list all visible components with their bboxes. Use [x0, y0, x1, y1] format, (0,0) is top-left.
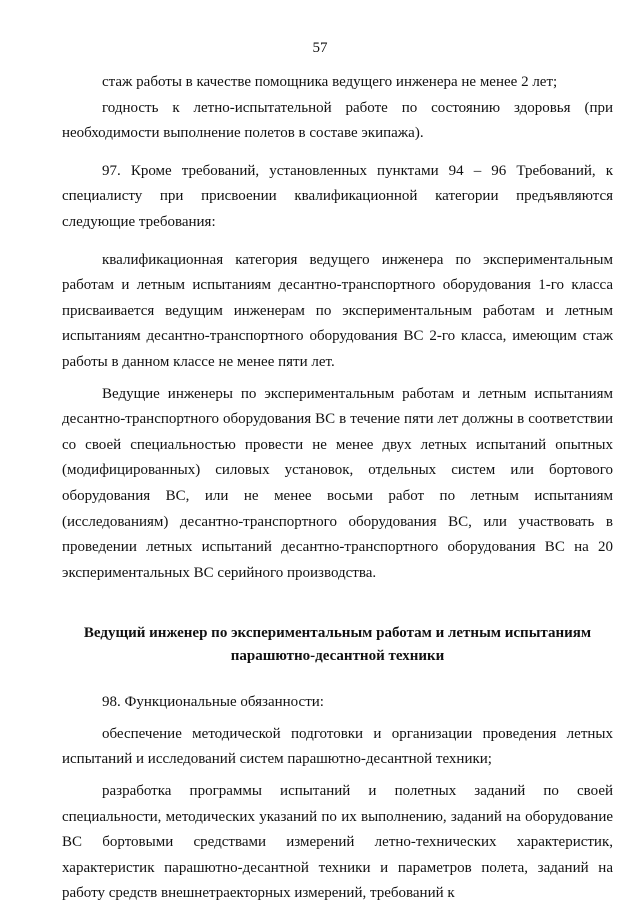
section-heading-line-2: парашютно-десантной техники	[230, 648, 445, 665]
page-number: 57	[312, 40, 328, 56]
section-heading	[62, 622, 613, 668]
paragraph-program-development: разработка программы испытаний и полетных заданий по своей специальности, методических указаний по их выполнению, заданий на оборудование ВС бортовыми средствами измерений летно-технических характеристик, характеристик парашютно-десантной техники и параметров полета, заданий на работу средств внешнетраекторных измерений, требований к	[62, 783, 613, 902]
paragraph-experience: стаж работы в качестве помощника ведущего инженера не менее 2 лет;	[102, 74, 558, 90]
paragraph-lead-engineers: Ведущие инженеры по экспериментальным работам и летным испытаниям десантно-транспортного оборудования ВС в течение пяти лет должны в соответствии со своей специальностью провести не менее двух летных испытаний опытных (модифицированных) силовых установок, отдельных систем или бортового оборудования ВС, или не менее восьми работ по летным испытаниям (исследованиям) десантно-транспортного оборудования ВС, или участвовать в проведении летных испытаний десантно-транспортного оборудования ВС на 20 экспериментальных ВС серийного производства.	[62, 385, 613, 581]
paragraph-methodology: обеспечение методической подготовки и организации проведения летных испытаний и исследований систем парашютно-десантной техники;	[62, 725, 613, 768]
paragraph-category: квалификационная категория ведущего инженера по экспериментальным работам и летным испытаниям десантно-транспортного оборудования 1-го класса присваивается ведущим инженерам по экспериментальным работам и летным испытаниям десантно-транспортного оборудования ВС 2-го класса, имеющим стаж работы в данном классе не менее пяти лет.	[62, 251, 613, 370]
paragraph-health: годность к летно-испытательной работе по состоянию здоровья (при необходимости выполнение полетов в составе экипажа).	[62, 99, 613, 142]
paragraph-98: 98. Функциональные обязанности:	[102, 694, 324, 711]
document-body	[62, 70, 613, 907]
section-heading-line-1: Ведущий инженер по экспериментальным работам и летным испытаниям	[83, 625, 592, 642]
paragraph-97: 97. Кроме требований, установленных пунктами 94 – 96 Требований, к специалисту при присвоении квалификационной категории предъявляются следующие требования:	[62, 162, 613, 230]
